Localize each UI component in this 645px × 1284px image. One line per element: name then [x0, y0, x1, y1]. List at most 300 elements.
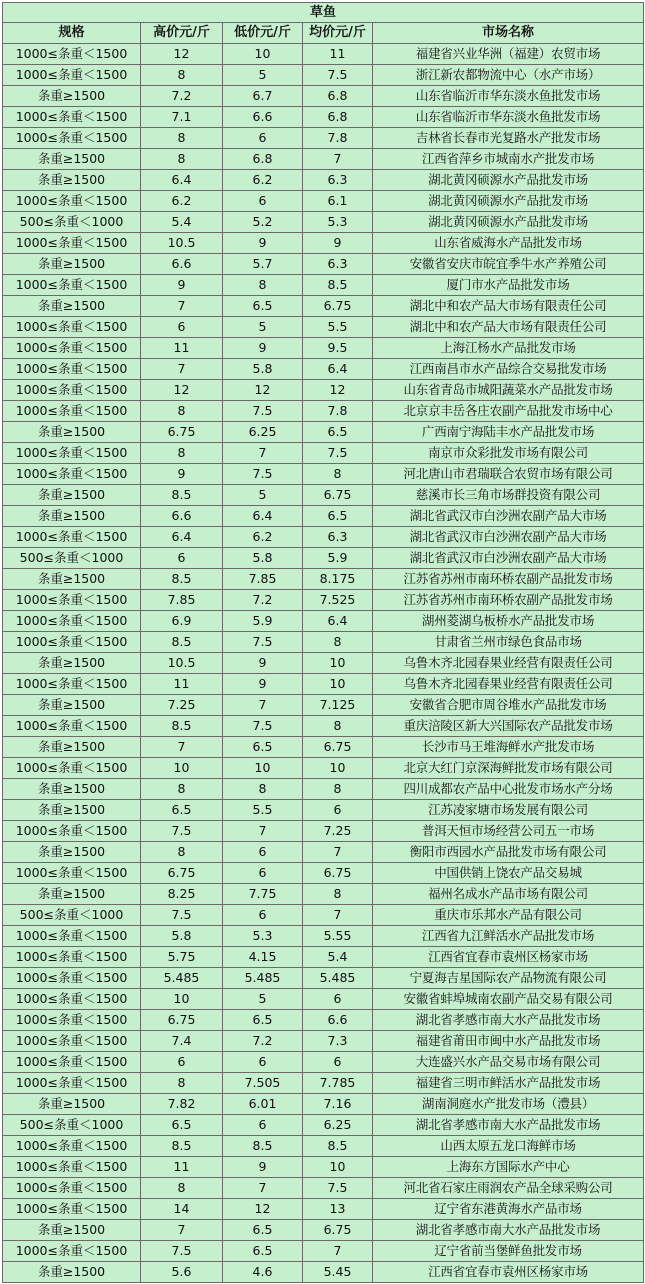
cell-low-price: 6.5: [223, 737, 303, 758]
cell-market: 江西省宜春市袁州区杨家市场: [373, 1262, 644, 1283]
cell-spec: 1000≤条重＜1500: [3, 1136, 141, 1157]
cell-low-price: 7.5: [223, 632, 303, 653]
cell-avg-price: 5.4: [303, 947, 373, 968]
cell-spec: 条重≥1500: [3, 254, 141, 275]
header-spec: 规格: [3, 23, 141, 44]
cell-high-price: 6.5: [141, 800, 223, 821]
cell-low-price: 9: [223, 653, 303, 674]
cell-avg-price: 6: [303, 800, 373, 821]
cell-high-price: 8: [141, 65, 223, 86]
table-body: [3, 44, 644, 1283]
cell-high-price: 8: [141, 842, 223, 863]
cell-avg-price: 10: [303, 674, 373, 695]
table-row: [3, 779, 644, 800]
cell-low-price: 5: [223, 317, 303, 338]
cell-low-price: 6.7: [223, 86, 303, 107]
cell-high-price: 11: [141, 338, 223, 359]
table-row: [3, 1157, 644, 1178]
cell-spec: 500≤条重＜1000: [3, 1115, 141, 1136]
table-row: [3, 506, 644, 527]
table-row: [3, 65, 644, 86]
table-row: [3, 44, 644, 65]
cell-low-price: 10: [223, 758, 303, 779]
cell-spec: 1000≤条重＜1500: [3, 443, 141, 464]
cell-low-price: 6: [223, 905, 303, 926]
cell-high-price: 5.75: [141, 947, 223, 968]
cell-spec: 条重≥1500: [3, 779, 141, 800]
cell-spec: 1000≤条重＜1500: [3, 380, 141, 401]
cell-avg-price: 10: [303, 653, 373, 674]
cell-high-price: 5.485: [141, 968, 223, 989]
cell-spec: 条重≥1500: [3, 170, 141, 191]
cell-market: 福建省莆田市闽中水产品批发市场: [373, 1031, 644, 1052]
cell-high-price: 12: [141, 380, 223, 401]
cell-low-price: 4.6: [223, 1262, 303, 1283]
cell-high-price: 10.5: [141, 653, 223, 674]
cell-high-price: 5.8: [141, 926, 223, 947]
table-row: [3, 1262, 644, 1283]
table-row: [3, 317, 644, 338]
cell-avg-price: 6.5: [303, 506, 373, 527]
cell-avg-price: 6.8: [303, 107, 373, 128]
cell-spec: 1000≤条重＜1500: [3, 107, 141, 128]
cell-avg-price: 6.5: [303, 422, 373, 443]
header-avg-price: 均价元/斤: [303, 23, 373, 44]
cell-spec: 条重≥1500: [3, 1220, 141, 1241]
cell-spec: 1000≤条重＜1500: [3, 947, 141, 968]
cell-spec: 1000≤条重＜1500: [3, 1052, 141, 1073]
cell-avg-price: 8.5: [303, 1136, 373, 1157]
cell-low-price: 7: [223, 695, 303, 716]
cell-spec: 1000≤条重＜1500: [3, 338, 141, 359]
header-market: 市场名称: [373, 23, 644, 44]
cell-avg-price: 9.5: [303, 338, 373, 359]
cell-market: 河北省石家庄雨润农产品全球采购公司: [373, 1178, 644, 1199]
cell-market: 上海东方国际水产中心: [373, 1157, 644, 1178]
cell-high-price: 7.85: [141, 590, 223, 611]
cell-market: 浙江新农都物流中心（水产市场）: [373, 65, 644, 86]
cell-avg-price: 12: [303, 380, 373, 401]
cell-avg-price: 6.1: [303, 191, 373, 212]
cell-high-price: 6.75: [141, 863, 223, 884]
cell-high-price: 6.2: [141, 191, 223, 212]
cell-low-price: 7.505: [223, 1073, 303, 1094]
cell-spec: 条重≥1500: [3, 695, 141, 716]
cell-spec: 1000≤条重＜1500: [3, 968, 141, 989]
cell-low-price: 6: [223, 191, 303, 212]
cell-low-price: 5: [223, 485, 303, 506]
cell-low-price: 5.485: [223, 968, 303, 989]
cell-market: 安徽省蚌埠城南农副产品交易有限公司: [373, 989, 644, 1010]
cell-spec: 1000≤条重＜1500: [3, 44, 141, 65]
cell-low-price: 6.5: [223, 1010, 303, 1031]
table-row: [3, 674, 644, 695]
cell-high-price: 7: [141, 1220, 223, 1241]
table-row: [3, 86, 644, 107]
cell-low-price: 8: [223, 779, 303, 800]
cell-avg-price: 8: [303, 716, 373, 737]
table-row: [3, 905, 644, 926]
cell-market: 江西省宜春市袁州区杨家市场: [373, 947, 644, 968]
cell-market: 山东省威海水产品批发市场: [373, 233, 644, 254]
table-row: [3, 485, 644, 506]
cell-market: 湖北省武汉市白沙洲农副产品大市场: [373, 527, 644, 548]
table-row: [3, 1094, 644, 1115]
table-row: [3, 968, 644, 989]
cell-low-price: 6.4: [223, 506, 303, 527]
cell-high-price: 7.1: [141, 107, 223, 128]
cell-spec: 1000≤条重＜1500: [3, 401, 141, 422]
table-row: [3, 590, 644, 611]
cell-low-price: 9: [223, 338, 303, 359]
cell-spec: 条重≥1500: [3, 86, 141, 107]
cell-avg-price: 7: [303, 149, 373, 170]
cell-market: 湖北省孝感市南大水产品批发市场: [373, 1010, 644, 1031]
table-row: [3, 1136, 644, 1157]
cell-low-price: 6.5: [223, 296, 303, 317]
table-row: [3, 422, 644, 443]
table-row: [3, 338, 644, 359]
cell-high-price: 6.6: [141, 254, 223, 275]
cell-spec: 1000≤条重＜1500: [3, 359, 141, 380]
cell-avg-price: 6: [303, 989, 373, 1010]
cell-low-price: 6.6: [223, 107, 303, 128]
cell-spec: 条重≥1500: [3, 485, 141, 506]
cell-high-price: 10.5: [141, 233, 223, 254]
cell-low-price: 6: [223, 1115, 303, 1136]
cell-market: 湖北黄冈硕源水产品批发市场: [373, 170, 644, 191]
cell-low-price: 5.9: [223, 611, 303, 632]
table-row: [3, 1031, 644, 1052]
cell-low-price: 8: [223, 275, 303, 296]
cell-market: 福建省兴业华洲（福建）农贸市场: [373, 44, 644, 65]
cell-avg-price: 7: [303, 905, 373, 926]
cell-spec: 条重≥1500: [3, 569, 141, 590]
table-row: [3, 275, 644, 296]
cell-market: 辽宁省前当堡鲜鱼批发市场: [373, 1241, 644, 1262]
cell-high-price: 11: [141, 1157, 223, 1178]
table-row: [3, 1199, 644, 1220]
table-row: [3, 1010, 644, 1031]
cell-market: 北京大红门京深海鲜批发市场有限公司: [373, 758, 644, 779]
cell-avg-price: 8: [303, 632, 373, 653]
cell-low-price: 9: [223, 1157, 303, 1178]
cell-market: 厦门市水产品批发市场: [373, 275, 644, 296]
table-row: [3, 380, 644, 401]
cell-avg-price: 6.3: [303, 527, 373, 548]
cell-low-price: 6.25: [223, 422, 303, 443]
cell-spec: 条重≥1500: [3, 737, 141, 758]
cell-market: 重庆涪陵区新大兴国际农产品批发市场: [373, 716, 644, 737]
cell-avg-price: 6: [303, 1052, 373, 1073]
table-row: [3, 212, 644, 233]
table-row: [3, 1241, 644, 1262]
table-row: [3, 1178, 644, 1199]
cell-high-price: 7.4: [141, 1031, 223, 1052]
cell-avg-price: 5.485: [303, 968, 373, 989]
cell-market: 乌鲁木齐北园春果业经营有限责任公司: [373, 653, 644, 674]
table-row: [3, 947, 644, 968]
table-row: [3, 464, 644, 485]
cell-market: 湖北省孝感市南大水产品批发市场: [373, 1220, 644, 1241]
cell-spec: 条重≥1500: [3, 1094, 141, 1115]
cell-spec: 1000≤条重＜1500: [3, 65, 141, 86]
cell-avg-price: 6.75: [303, 485, 373, 506]
cell-spec: 500≤条重＜1000: [3, 905, 141, 926]
cell-avg-price: 7.125: [303, 695, 373, 716]
cell-high-price: 6: [141, 317, 223, 338]
cell-market: 北京京丰岳各庄农副产品批发市场中心: [373, 401, 644, 422]
cell-market: 江西南昌市水产品综合交易批发市场: [373, 359, 644, 380]
table-row: [3, 926, 644, 947]
table-row: [3, 989, 644, 1010]
cell-spec: 条重≥1500: [3, 1262, 141, 1283]
table-row: [3, 128, 644, 149]
cell-market: 吉林省长春市光复路水产批发市场: [373, 128, 644, 149]
cell-high-price: 7.25: [141, 695, 223, 716]
cell-spec: 条重≥1500: [3, 842, 141, 863]
cell-high-price: 7.5: [141, 905, 223, 926]
cell-high-price: 9: [141, 464, 223, 485]
cell-low-price: 7.2: [223, 590, 303, 611]
table-row: [3, 716, 644, 737]
table-title: 草鱼: [3, 3, 644, 23]
table-row: [3, 737, 644, 758]
cell-market: 山西太原五龙口海鲜市场: [373, 1136, 644, 1157]
cell-high-price: 6.5: [141, 1115, 223, 1136]
cell-high-price: 6: [141, 548, 223, 569]
cell-market: 大连盛兴水产品交易市场有限公司: [373, 1052, 644, 1073]
cell-spec: 500≤条重＜1000: [3, 548, 141, 569]
cell-market: 湖北省武汉市白沙洲农副产品大市场: [373, 506, 644, 527]
cell-low-price: 12: [223, 380, 303, 401]
cell-spec: 1000≤条重＜1500: [3, 1031, 141, 1052]
cell-market: 山东省临沂市华东淡水鱼批发市场: [373, 86, 644, 107]
cell-market: 福州名成水产品市场有限公司: [373, 884, 644, 905]
cell-low-price: 7.5: [223, 716, 303, 737]
cell-high-price: 8.5: [141, 485, 223, 506]
price-table: [2, 2, 644, 1283]
cell-avg-price: 8.175: [303, 569, 373, 590]
cell-spec: 1000≤条重＜1500: [3, 233, 141, 254]
cell-market: 江西省萍乡市城南水产批发市场: [373, 149, 644, 170]
table-row: [3, 842, 644, 863]
cell-market: 山东省青岛市城阳蔬菜水产品批发市场: [373, 380, 644, 401]
cell-avg-price: 7.5: [303, 65, 373, 86]
table-row: [3, 863, 644, 884]
cell-low-price: 5: [223, 989, 303, 1010]
cell-avg-price: 8: [303, 779, 373, 800]
cell-low-price: 6: [223, 863, 303, 884]
table-row: [3, 611, 644, 632]
cell-low-price: 6.2: [223, 527, 303, 548]
cell-spec: 1000≤条重＜1500: [3, 1073, 141, 1094]
cell-avg-price: 5.45: [303, 1262, 373, 1283]
cell-spec: 1000≤条重＜1500: [3, 317, 141, 338]
cell-high-price: 8: [141, 779, 223, 800]
cell-market: 重庆市乐邦水产品有限公司: [373, 905, 644, 926]
price-sheet: [2, 2, 643, 1283]
cell-market: 江苏省苏州市南环桥农副产品批发市场: [373, 590, 644, 611]
cell-low-price: 7.5: [223, 401, 303, 422]
cell-avg-price: 6.4: [303, 359, 373, 380]
cell-avg-price: 5.3: [303, 212, 373, 233]
cell-spec: 1000≤条重＜1500: [3, 275, 141, 296]
cell-high-price: 6.75: [141, 422, 223, 443]
cell-low-price: 5: [223, 65, 303, 86]
cell-market: 湖州菱湖乌板桥水产品批发市场: [373, 611, 644, 632]
cell-high-price: 11: [141, 674, 223, 695]
cell-avg-price: 6.75: [303, 296, 373, 317]
cell-spec: 1000≤条重＜1500: [3, 611, 141, 632]
cell-avg-price: 5.9: [303, 548, 373, 569]
cell-spec: 1000≤条重＜1500: [3, 1241, 141, 1262]
cell-market: 慈溪市长三角市场群投资有限公司: [373, 485, 644, 506]
cell-low-price: 6: [223, 1052, 303, 1073]
cell-avg-price: 7.785: [303, 1073, 373, 1094]
cell-high-price: 10: [141, 989, 223, 1010]
cell-low-price: 5.2: [223, 212, 303, 233]
cell-market: 江苏省苏州市南环桥农副产品批发市场: [373, 569, 644, 590]
table-row: [3, 527, 644, 548]
table-row: [3, 821, 644, 842]
cell-high-price: 7: [141, 359, 223, 380]
cell-market: 安徽省安庆市皖宜季牛水产养殖公司: [373, 254, 644, 275]
header-low-price: 低价元/斤: [223, 23, 303, 44]
cell-market: 江西省九江鲜活水产品批发市场: [373, 926, 644, 947]
cell-spec: 1000≤条重＜1500: [3, 989, 141, 1010]
cell-avg-price: 6.3: [303, 170, 373, 191]
cell-market: 广西南宁海陆丰水产品批发市场: [373, 422, 644, 443]
cell-low-price: 7.5: [223, 464, 303, 485]
cell-spec: 1000≤条重＜1500: [3, 1178, 141, 1199]
table-row: [3, 359, 644, 380]
cell-spec: 1000≤条重＜1500: [3, 674, 141, 695]
cell-spec: 1000≤条重＜1500: [3, 863, 141, 884]
table-row: [3, 296, 644, 317]
cell-low-price: 6.5: [223, 1220, 303, 1241]
cell-low-price: 6: [223, 128, 303, 149]
cell-high-price: 8.5: [141, 569, 223, 590]
cell-low-price: 10: [223, 44, 303, 65]
cell-low-price: 6.5: [223, 1241, 303, 1262]
cell-low-price: 12: [223, 1199, 303, 1220]
cell-spec: 1000≤条重＜1500: [3, 527, 141, 548]
cell-avg-price: 7.5: [303, 443, 373, 464]
table-row: [3, 800, 644, 821]
cell-market: 河北唐山市君瑞联合农贸市场有限公司: [373, 464, 644, 485]
cell-high-price: 7.82: [141, 1094, 223, 1115]
cell-high-price: 6.6: [141, 506, 223, 527]
table-row: [3, 1073, 644, 1094]
cell-market: 宁夏海吉星国际农产品物流有限公司: [373, 968, 644, 989]
cell-high-price: 5.4: [141, 212, 223, 233]
table-row: [3, 170, 644, 191]
cell-high-price: 6.9: [141, 611, 223, 632]
cell-high-price: 6.75: [141, 1010, 223, 1031]
cell-avg-price: 13: [303, 1199, 373, 1220]
table-row: [3, 254, 644, 275]
cell-high-price: 7.2: [141, 86, 223, 107]
cell-avg-price: 6.4: [303, 611, 373, 632]
cell-avg-price: 8: [303, 464, 373, 485]
cell-spec: 条重≥1500: [3, 653, 141, 674]
table-row: [3, 443, 644, 464]
cell-spec: 1000≤条重＜1500: [3, 821, 141, 842]
cell-market: 乌鲁木齐北园春果业经营有限责任公司: [373, 674, 644, 695]
header-row: [3, 23, 644, 44]
cell-avg-price: 11: [303, 44, 373, 65]
cell-avg-price: 10: [303, 758, 373, 779]
cell-market: 普洱天恒市场经营公司五一市场: [373, 821, 644, 842]
table-row: [3, 149, 644, 170]
cell-high-price: 9: [141, 275, 223, 296]
cell-spec: 1000≤条重＜1500: [3, 1199, 141, 1220]
table-row: [3, 107, 644, 128]
table-row: [3, 1220, 644, 1241]
cell-high-price: 8.25: [141, 884, 223, 905]
cell-high-price: 6.4: [141, 527, 223, 548]
cell-high-price: 7: [141, 737, 223, 758]
cell-high-price: 8: [141, 401, 223, 422]
cell-high-price: 6: [141, 1052, 223, 1073]
cell-avg-price: 8.5: [303, 275, 373, 296]
header-high-price: 高价元/斤: [141, 23, 223, 44]
cell-spec: 条重≥1500: [3, 506, 141, 527]
table-row: [3, 569, 644, 590]
cell-high-price: 8: [141, 149, 223, 170]
cell-low-price: 5.8: [223, 359, 303, 380]
cell-low-price: 7.75: [223, 884, 303, 905]
cell-market: 湖北中和农产品大市场有限责任公司: [373, 296, 644, 317]
cell-market: 湖北省武汉市白沙洲农副产品大市场: [373, 548, 644, 569]
cell-market: 长沙市马王堆海鲜水产批发市场: [373, 737, 644, 758]
cell-spec: 1000≤条重＜1500: [3, 1157, 141, 1178]
cell-spec: 1000≤条重＜1500: [3, 590, 141, 611]
cell-market: 中国供销上饶农产品交易城: [373, 863, 644, 884]
cell-market: 湖北黄冈硕源水产品批发市场: [373, 191, 644, 212]
cell-low-price: 7: [223, 1178, 303, 1199]
table-row: [3, 884, 644, 905]
cell-avg-price: 6.25: [303, 1115, 373, 1136]
cell-low-price: 6: [223, 842, 303, 863]
cell-avg-price: 7.25: [303, 821, 373, 842]
cell-avg-price: 10: [303, 1157, 373, 1178]
cell-low-price: 8.5: [223, 1136, 303, 1157]
cell-low-price: 9: [223, 233, 303, 254]
cell-avg-price: 5.5: [303, 317, 373, 338]
cell-avg-price: 7.5: [303, 1178, 373, 1199]
cell-market: 衡阳市西园水产品批发市场有限公司: [373, 842, 644, 863]
table-row: [3, 1115, 644, 1136]
cell-market: 南京市众彩批发市场有限公司: [373, 443, 644, 464]
cell-low-price: 6.8: [223, 149, 303, 170]
cell-high-price: 10: [141, 758, 223, 779]
cell-avg-price: 7: [303, 1241, 373, 1262]
cell-low-price: 7: [223, 443, 303, 464]
cell-low-price: 5.8: [223, 548, 303, 569]
cell-high-price: 8.5: [141, 716, 223, 737]
cell-high-price: 7: [141, 296, 223, 317]
cell-high-price: 8: [141, 443, 223, 464]
cell-avg-price: 7.16: [303, 1094, 373, 1115]
cell-market: 湖北黄冈硕源水产品批发市场: [373, 212, 644, 233]
cell-spec: 条重≥1500: [3, 884, 141, 905]
cell-market: 山东省临沂市华东淡水鱼批发市场: [373, 107, 644, 128]
cell-high-price: 12: [141, 44, 223, 65]
cell-low-price: 5.5: [223, 800, 303, 821]
cell-spec: 条重≥1500: [3, 296, 141, 317]
